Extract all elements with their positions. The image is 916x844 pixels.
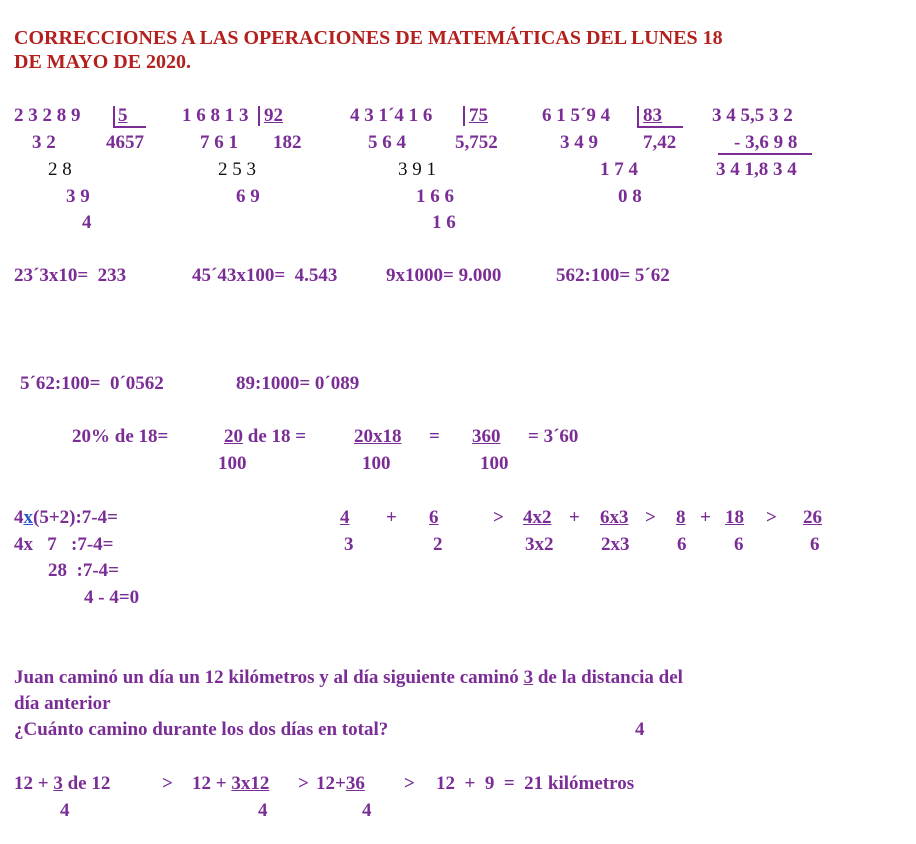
- sol-c1: 12+: [316, 773, 346, 794]
- div3-dividend: 4 3 1´4 1 6: [350, 105, 433, 126]
- percent-product-num: 20x18: [354, 426, 402, 447]
- sol-a2: 3: [53, 773, 63, 794]
- div3-remainder-3: 1 6: [432, 212, 456, 233]
- div2-quotient: 182: [273, 132, 302, 153]
- mult-op-2: 45´43x100= 4.543: [192, 265, 338, 286]
- frac-plus-3: +: [700, 507, 711, 528]
- problem-line-1a: Juan caminó un día un 12 kilómetros y al día siguiente caminó: [14, 667, 524, 688]
- div2-product: 7 6 1: [200, 132, 238, 153]
- paren-l1-c: (5+2):7-4=: [33, 507, 118, 528]
- percent-result-num: 360: [472, 426, 501, 447]
- problem-line-2: día anterior: [14, 693, 111, 714]
- paren-l1-x: x: [23, 507, 33, 528]
- div1-product: 3 2: [32, 132, 56, 153]
- frac-num-7: 26: [803, 507, 822, 528]
- sol-a1: 12 +: [14, 773, 54, 794]
- div3-quotient: 5,752: [455, 132, 498, 153]
- frac-den-5: 6: [677, 534, 687, 555]
- frac-num-6: 18: [725, 507, 744, 528]
- frac-plus-2: +: [569, 507, 580, 528]
- sol-gt-2: >: [298, 773, 309, 794]
- frac-gt-3: >: [766, 507, 777, 528]
- paren-line-4: 4 - 4=0: [84, 587, 140, 608]
- frac-den-1: 3: [344, 534, 354, 555]
- frac-den-2: 2: [433, 534, 443, 555]
- title-line-2: DE MAYO DE 2020.: [14, 51, 192, 73]
- div2-remainder-2: 6 9: [236, 186, 260, 207]
- frac-gt-2: >: [645, 507, 656, 528]
- div1-bracket: [113, 106, 115, 126]
- paren-line-3: 28 :7-4=: [48, 560, 119, 581]
- sub-result: 3 4 1,8 3 4: [716, 159, 797, 180]
- frac-den-3: 3x2: [525, 534, 554, 555]
- title-line-1: CORRECCIONES A LAS OPERACIONES DE MATEMÁTICAS DEL LUNES 18: [14, 27, 723, 49]
- div-op-5: 5´62:100= 0´0562: [20, 373, 164, 394]
- sub-subtrahend: - 3,6 9 8: [734, 132, 798, 153]
- div2-divisor: 92: [264, 105, 283, 126]
- frac-den-6: 6: [734, 534, 744, 555]
- percent-de-18: de 18 =: [243, 426, 307, 447]
- frac-plus-1: +: [386, 507, 397, 528]
- div4-product: 3 4 9: [560, 132, 598, 153]
- div3-product: 5 6 4: [368, 132, 406, 153]
- sol-a3: de 12: [62, 773, 111, 794]
- mult-op-1: 23´3x10= 233: [14, 265, 127, 286]
- div4-dividend: 6 1 5´9 4: [542, 105, 611, 126]
- percent-den-1: 100: [218, 453, 247, 474]
- div-op-4: 562:100= 5´62: [556, 265, 670, 286]
- frac-num-4: 6x3: [600, 507, 629, 528]
- div1-remainder-3: 4: [82, 212, 92, 233]
- paren-line-2: 4x 7 :7-4=: [14, 534, 114, 555]
- div2-remainder-1: 2 5 3: [218, 159, 256, 180]
- percent-fraction-num: 20: [224, 426, 243, 447]
- div4-quotient: 7,42: [643, 132, 677, 153]
- percent-den-2: 100: [362, 453, 391, 474]
- sol-b1: 12 +: [192, 773, 232, 794]
- percent-equals-1: =: [429, 426, 440, 447]
- div3-remainder-2: 1 6 6: [416, 186, 454, 207]
- sol-gt-3: >: [404, 773, 415, 794]
- sub-rule: [718, 153, 812, 155]
- frac-num-5: 8: [676, 507, 686, 528]
- frac-gt-1: >: [493, 507, 504, 528]
- sol-result: 12 + 9 = 21 kilómetros: [436, 773, 635, 794]
- div-op-6: 89:1000= 0´089: [236, 373, 360, 394]
- sol-b2: 3x12: [231, 773, 270, 794]
- div4-divisor: 83: [643, 105, 662, 126]
- sol-den-2: 4: [258, 800, 268, 821]
- div2-bracket: [258, 106, 260, 126]
- div1-dividend: 2 3 2 8 9: [14, 105, 81, 126]
- frac-den-4: 2x3: [601, 534, 630, 555]
- div3-remainder-1: 3 9 1: [398, 159, 436, 180]
- div4-remainder-2: 0 8: [618, 186, 642, 207]
- problem-fraction-num: 3: [523, 667, 534, 688]
- problem-line-1c: de la distancia del: [533, 667, 683, 688]
- frac-num-1: 4: [340, 507, 350, 528]
- mult-op-3: 9x1000= 9.000: [386, 265, 502, 286]
- percent-statement: 20% de 18=: [72, 426, 169, 447]
- sol-den-1: 4: [60, 800, 70, 821]
- div3-divisor: 75: [469, 105, 488, 126]
- percent-den-3: 100: [480, 453, 509, 474]
- paren-l1-a: 4: [14, 507, 24, 528]
- div2-dividend: 1 6 8 1 3: [182, 105, 249, 126]
- percent-result: = 3´60: [528, 426, 579, 447]
- frac-num-3: 4x2: [523, 507, 552, 528]
- frac-num-2: 6: [429, 507, 439, 528]
- frac-den-7: 6: [810, 534, 820, 555]
- div4-bracket: [637, 106, 639, 126]
- div1-remainder-2: 3 9: [66, 186, 90, 207]
- sub-minuend: 3 4 5,5 3 2: [712, 105, 793, 126]
- div1-divisor: 5: [118, 105, 128, 126]
- div1-bracket-bottom: [113, 126, 146, 128]
- problem-question: ¿Cuánto camino durante los dos días en total?: [14, 719, 389, 740]
- sol-c2: 36: [345, 773, 365, 794]
- div3-bracket: [463, 106, 465, 126]
- sol-gt-1: >: [162, 773, 173, 794]
- div4-remainder-1: 1 7 4: [600, 159, 638, 180]
- div4-bracket-bottom: [637, 126, 683, 128]
- div1-remainder-1: 2 8: [48, 159, 72, 180]
- div1-quotient: 4657: [106, 132, 144, 153]
- problem-fraction-den: 4: [635, 719, 645, 740]
- sol-den-3: 4: [362, 800, 372, 821]
